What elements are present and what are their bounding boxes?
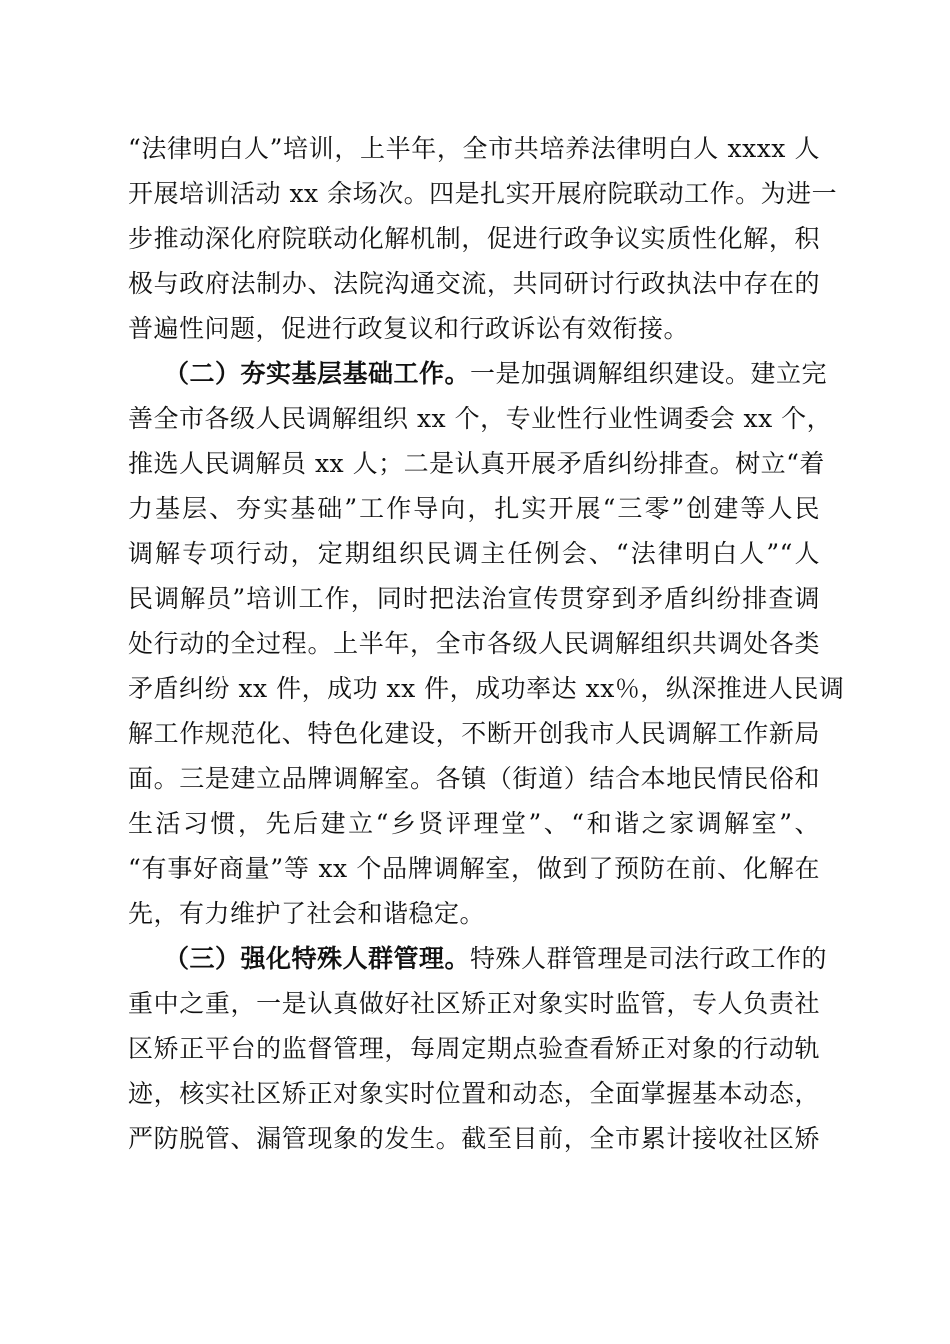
- paragraph-line: 先，有力维护了社会和谐稳定。: [128, 899, 486, 928]
- paragraph-line: 处行动的全过程。上半年，全市各级人民调解组织共调处各类: [128, 629, 820, 658]
- paragraph-line: 生活习惯，先后建立“乡贤评理堂”、“和谐之家调解室”、: [128, 809, 820, 838]
- section-heading: （二）夯实基层基础工作。: [164, 359, 471, 388]
- paragraph-line: 重中之重，一是认真做好社区矫正对象实时监管，专人负责社: [128, 989, 820, 1018]
- paragraph-line: 民调解员”培训工作，同时把法治宣传贯穿到矛盾纠纷排查调: [128, 584, 820, 613]
- paragraph-line: 极与政府法制办、法院沟通交流，共同研讨行政执法中存在的: [128, 269, 820, 298]
- paragraph-text: 一是加强调解组织建设。建立完: [470, 359, 828, 388]
- paragraph-line: 面。三是建立品牌调解室。各镇（街道）结合本地民情民俗和: [128, 764, 820, 793]
- paragraph-line: 解工作规范化、特色化建设，不断开创我市人民调解工作新局: [128, 719, 820, 748]
- paragraph-text: 特殊人群管理是司法行政工作的: [470, 944, 828, 973]
- paragraph-line: 区矫正平台的监督管理，每周定期点验查看矫正对象的行动轨: [128, 1034, 820, 1063]
- paragraph-line: 开展培训活动 xx 余场次。四是扎实开展府院联动工作。为进一: [128, 179, 838, 208]
- paragraph-line: 严防脱管、漏管现象的发生。截至目前，全市累计接收社区矫: [128, 1124, 820, 1153]
- paragraph-first-line: [164, 937, 828, 981]
- paragraph-first-line: [164, 352, 828, 396]
- paragraph-line: “有事好商量”等 xx 个品牌调解室，做到了预防在前、化解在: [128, 854, 820, 883]
- paragraph-line: 普遍性问题，促进行政复议和行政诉讼有效衔接。: [128, 314, 690, 343]
- paragraph-line: 推选人民调解员 xx 人；二是认真开展矛盾纠纷排查。树立“着: [128, 449, 825, 478]
- paragraph-line: 力基层、夯实基础”工作导向，扎实开展“三零”创建等人民: [128, 494, 820, 523]
- paragraph-line: 步推动深化府院联动化解机制，促进行政争议实质性化解，积: [128, 224, 820, 253]
- paragraph-line: 矛盾纠纷 xx 件，成功 xx 件，成功率达 xx％，纵深推进人民调: [128, 674, 845, 703]
- paragraph-line: 调解专项行动，定期组织民调主任例会、“法律明白人”“人: [128, 539, 820, 568]
- section-heading: （三）强化特殊人群管理。: [164, 944, 471, 973]
- paragraph-line: 迹，核实社区矫正对象实时位置和动态，全面掌握基本动态，: [128, 1079, 820, 1108]
- paragraph-line: “法律明白人”培训，上半年，全市共培养法律明白人 xxxx 人: [128, 134, 820, 163]
- paragraph-line: 善全市各级人民调解组织 xx 个，专业性行业性调委会 xx 个，: [128, 404, 833, 433]
